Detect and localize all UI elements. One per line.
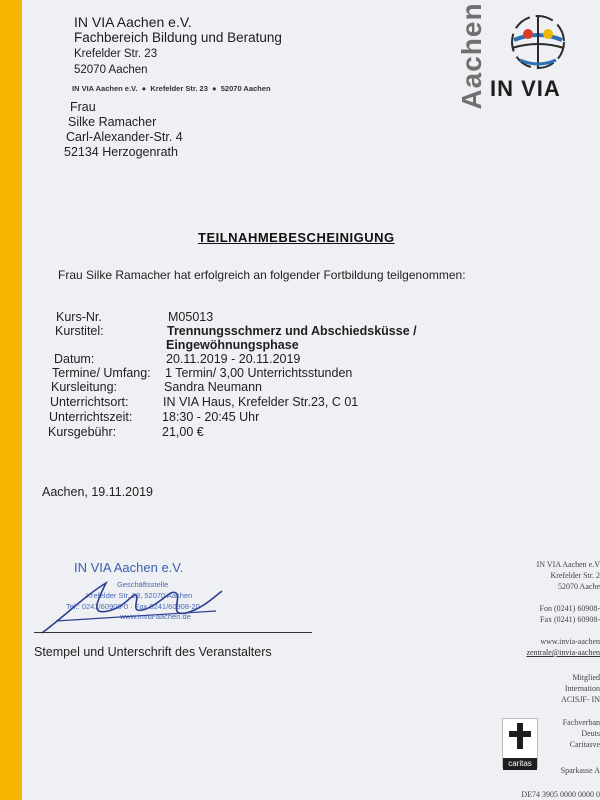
field-value-zeit: 18:30 - 20:45 Uhr (162, 410, 260, 424)
right-email: zentrale@invia-aachen (526, 648, 600, 657)
right-city: 52070 Aache (558, 582, 600, 591)
bullet-separator: ● (139, 84, 149, 93)
stamp-org: IN VIA Aachen e.V. (74, 560, 184, 575)
field-value-ort: IN VIA Haus, Krefelder Str.23, C 01 (163, 395, 359, 409)
return-street: Krefelder Str. 23 (150, 84, 208, 93)
recipient-address (66, 100, 183, 160)
recipient-city: 52134 Herzogenrath (64, 145, 178, 159)
caritas-label: caritas (503, 758, 537, 770)
recipient-name: Silke Ramacher (68, 115, 157, 129)
stamp-line3: Tel.: 0241/60908-0 · Fax 0241/60908-20 (66, 602, 200, 611)
sender-street: Krefelder Str. 23 (74, 48, 158, 60)
right-member3: ACISJF- IN (561, 695, 600, 704)
field-value-gebuehr: 21,00 € (162, 425, 204, 439)
invia-emblem-icon (492, 10, 584, 74)
return-city: 52070 Aachen (220, 84, 271, 93)
right-street: Krefelder Str. 2 (550, 571, 600, 580)
field-label-kursleitung: Kursleitung: (51, 380, 118, 394)
certificate-title: TEILNAHMEBESCHEINIGUNG (198, 230, 395, 245)
field-label-ort: Unterrichtsort: (50, 395, 129, 409)
right-assoc3: Caritasve (569, 740, 600, 749)
field-label-datum: Datum: (54, 352, 95, 366)
signature-line (34, 632, 312, 633)
field-value-kursleitung: Sandra Neumann (164, 380, 262, 394)
recipient-salutation: Frau (70, 100, 96, 114)
stamp-line2: Krefelder Str. 23, 52070 Aachen (86, 591, 193, 600)
field-label-kursnr: Kurs-Nr. (56, 310, 102, 324)
right-bank: Sparkasse A (560, 766, 600, 775)
field-value-umfang: 1 Termin/ 3,00 Unterrichtsstunden (165, 366, 353, 380)
signature-caption: Stempel und Unterschrift des Veranstalters (34, 645, 272, 659)
signature-icon (36, 575, 226, 637)
bullet-separator: ● (209, 84, 219, 93)
right-assoc1: Fachverban (562, 718, 600, 727)
sender-org: IN VIA Aachen e.V. (74, 14, 192, 30)
right-iban: DE74 3905 0000 0000 0 (521, 790, 600, 799)
letter-page (22, 0, 600, 800)
logo-brand: IN VIA (490, 76, 561, 101)
right-member2: Internation (564, 684, 600, 693)
logo-aachen-text: Aachen (456, 2, 487, 110)
caritas-cross-icon (503, 719, 537, 753)
logo-vertical-word (454, 2, 490, 110)
sender-city: 52070 Aachen (74, 64, 148, 76)
caritas-logo (502, 718, 538, 768)
right-fax: Fax (0241) 60908- (540, 615, 600, 624)
field-value-kurstitel-line2: Eingewöhnungsphase (166, 338, 299, 352)
sender-dept: Fachbereich Bildung und Beratung (74, 30, 282, 45)
place-date: Aachen, 19.11.2019 (42, 485, 153, 499)
sender-address (74, 14, 282, 78)
right-org: IN VIA Aachen e.V (536, 560, 600, 569)
recipient-street: Carl-Alexander-Str. 4 (66, 130, 183, 144)
right-member1: Mitglied (572, 673, 600, 682)
stamp-line1: Geschäftsstelle (117, 580, 169, 589)
field-label-kurstitel: Kurstitel: (55, 324, 104, 338)
field-value-datum: 20.11.2019 - 20.11.2019 (166, 352, 301, 366)
field-label-umfang: Termine/ Umfang: (52, 366, 151, 380)
return-org: IN VIA Aachen e.V. (72, 84, 138, 93)
right-phone: Fon (0241) 60908- (539, 604, 600, 613)
field-label-zeit: Unterrichtszeit: (49, 410, 133, 424)
field-value-kurstitel: Trennungsschmerz und Abschiedsküsse / (167, 324, 417, 338)
intro-text: Frau Silke Ramacher hat erfolgreich an folgender Fortbildung teilgenommen: (58, 268, 466, 282)
right-web: www.invia-aachen (540, 637, 600, 646)
right-assoc2: Deuts (581, 729, 600, 738)
field-value-kursnr: M05013 (168, 310, 214, 324)
return-address-line (72, 84, 271, 93)
stamp-line4: www.invia-aachen.de (120, 612, 191, 621)
field-label-gebuehr: Kursgebühr: (48, 425, 117, 439)
